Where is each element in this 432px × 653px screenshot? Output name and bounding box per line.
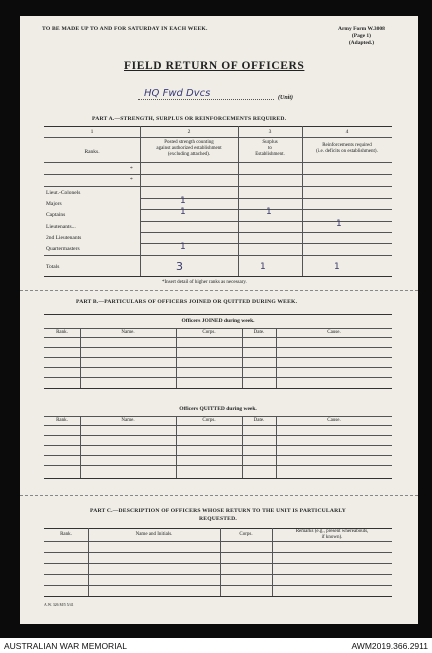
part-a-footnote: *Insert detail of higher ranks as necessary. <box>162 280 247 285</box>
joined-col-name: Name. <box>121 330 135 335</box>
col-num-1: 1 <box>90 129 94 135</box>
quartermasters-posted: 1 <box>180 242 186 252</box>
footer-institution: AUSTRALIAN WAR MEMORIAL <box>4 641 127 651</box>
col-num-2: 2 <box>187 129 191 135</box>
col-num-3: 3 <box>268 129 272 135</box>
captains-posted: 1 <box>180 207 186 217</box>
rank-quartermasters: Quartermasters <box>46 246 80 252</box>
quitted-title: Officers QUITTED during week. <box>179 406 257 412</box>
partc-col-corps: Corps. <box>239 532 253 537</box>
joined-col-date: Date. <box>253 330 265 335</box>
instruction-text: TO BE MADE UP TO AND FOR SATURDAY IN EACH WEEK. <box>42 26 208 32</box>
unit-handwriting: HQ Fwd Dvcs <box>144 88 211 99</box>
unit-label: (Unit) <box>278 95 293 101</box>
totals-reinf: 1 <box>334 262 340 272</box>
star-mark-2: * <box>130 177 133 183</box>
col-head-posted: Posted strength counting against authorized establishment (excluding attached). <box>156 140 222 157</box>
rank-majors: Majors <box>46 201 62 207</box>
col-num-4: 4 <box>345 129 349 135</box>
part-a-heading: PART A.—STRENGTH, SURPLUS OR REINFORCEMENTS REQUIRED. <box>92 116 287 122</box>
rank-captains: Captains <box>46 212 66 218</box>
joined-col-rank: Rank. <box>56 330 68 335</box>
rank-lieutenants: Lieutenants... <box>46 224 76 230</box>
quitted-col-date: Date. <box>253 418 265 423</box>
majors-posted: 1 <box>180 196 186 206</box>
col-head-reinforcements: Reinforcements required (i.e. deficits on establishment). <box>316 143 378 154</box>
joined-col-cause: Cause. <box>327 330 341 335</box>
captains-surplus: 1 <box>266 207 272 217</box>
quitted-col-name: Name. <box>121 418 135 423</box>
part-b-heading: PART B.—PARTICULARS OF OFFICERS JOINED OR QUITTED DURING WEEK. <box>76 299 298 305</box>
totals-surplus: 1 <box>260 262 266 272</box>
col-head-surplus: Surplus to Establishment. <box>255 140 285 157</box>
part-c-heading: PART C.—DESCRIPTION OF OFFICERS WHOSE RETURN TO THE UNIT IS PARTICULARLY REQUESTED. <box>90 508 346 522</box>
footer-accession-number: AWM2019.366.2911 <box>351 641 428 651</box>
totals-posted: 3 <box>176 260 183 273</box>
form-number: Army Form W.3008 (Page 1) (Adapted.) <box>338 26 385 46</box>
lieutenants-reinf: 1 <box>336 219 342 229</box>
joined-title: Officers JOINED during week. <box>181 318 255 324</box>
totals-label: Totals <box>46 264 60 270</box>
partc-col-remarks: Remarks (e.g., present whereabouts, if known). <box>295 529 369 540</box>
star-mark-1: * <box>130 166 133 172</box>
form-title: FIELD RETURN OF OFFICERS <box>124 60 305 72</box>
print-code: A.W. 326 M/5 5/41 <box>44 603 74 607</box>
joined-col-corps: Corps. <box>202 330 216 335</box>
quitted-col-cause: Cause. <box>327 418 341 423</box>
unit-line <box>138 99 274 100</box>
quitted-col-corps: Corps. <box>202 418 216 423</box>
rank-lieut-colonels: Lieut.-Colonels <box>46 190 81 196</box>
col-head-ranks: Ranks. <box>84 149 100 155</box>
partc-col-name: Name and Initials. <box>135 532 173 537</box>
form-sheet <box>20 16 418 624</box>
quitted-col-rank: Rank. <box>56 418 68 423</box>
partc-col-rank: Rank. <box>60 532 72 537</box>
caption-bar <box>0 638 432 653</box>
rank-2nd-lieutenants: 2nd Lieutenants <box>46 235 82 241</box>
